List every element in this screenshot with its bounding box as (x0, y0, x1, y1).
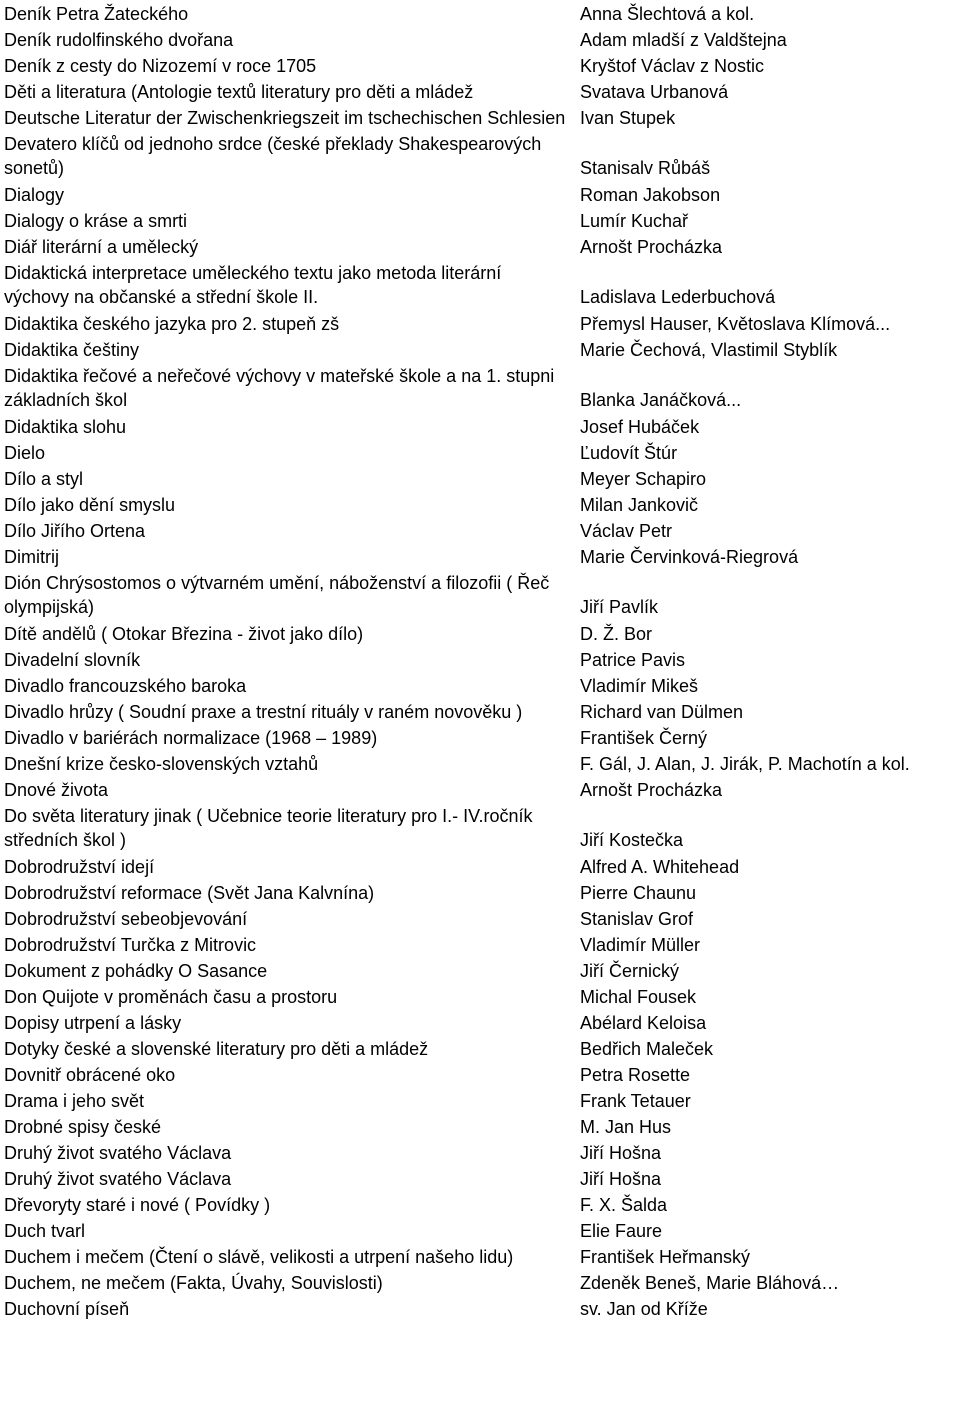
book-author: Milan Jankovič (580, 495, 699, 515)
book-author: M. Jan Hus (580, 1117, 672, 1137)
book-author: Abélard Keloisa (580, 1013, 707, 1033)
book-author: Frank Tetauer (580, 1091, 691, 1111)
book-title: Dobrodružství Turčka z Mitrovic (4, 935, 257, 955)
list-item (0, 1115, 960, 1139)
book-author: Arnošt Procházka (580, 780, 723, 800)
book-author: Vladimír Mikeš (580, 676, 699, 696)
book-title: Druhý život svatého Václava (4, 1169, 232, 1189)
book-title: Dílo jako dění smyslu (4, 495, 176, 515)
book-author: Arnošt Procházka (580, 237, 723, 257)
list-item (0, 907, 960, 931)
book-title: Duchem i mečem (Čtení o slávě, velikosti a utrpení našeho lidu) (4, 1247, 514, 1267)
list-item (0, 1011, 960, 1035)
book-author: Jiří Kostečka (580, 830, 684, 850)
book-title: Deník z cesty do Nizozemí v roce 1705 (4, 56, 317, 76)
book-title: Dialogy (4, 185, 65, 205)
book-title: Dobrodružství reformace (Svět Jana Kalvnína) (4, 883, 375, 903)
list-item (0, 1193, 960, 1217)
book-title: Dítě andělů ( Otokar Březina - život jako dílo) (4, 624, 364, 644)
list-item (0, 312, 960, 336)
book-title: Dílo a styl (4, 469, 84, 489)
list-item (0, 571, 960, 619)
book-author: Ľudovít Štúr (580, 443, 678, 463)
list-item (0, 28, 960, 52)
list-item (0, 1297, 960, 1321)
book-author: Václav Petr (580, 521, 673, 541)
book-author: Pierre Chaunu (580, 883, 697, 903)
book-author: Ivan Stupek (580, 108, 676, 128)
book-title: Dobrodružství idejí (4, 857, 155, 877)
list-item (0, 1271, 960, 1295)
book-title: Didaktika řečové a neřečové výchovy v mateřské škole a na 1. stupni základních škol (4, 366, 555, 410)
book-title: Don Quijote v proměnách času a prostoru (4, 987, 338, 1007)
book-title: Dielo (4, 443, 46, 463)
list-item (0, 933, 960, 957)
list-item (0, 80, 960, 104)
list-item (0, 519, 960, 543)
book-author: Bedřich Maleček (580, 1039, 714, 1059)
book-author: Ladislava Lederbuchová (580, 287, 776, 307)
book-author: Kryštof Václav z Nostic (580, 56, 765, 76)
book-author: Blanka Janáčková... (580, 390, 742, 410)
book-author: Petra Rosette (580, 1065, 691, 1085)
list-item (0, 493, 960, 517)
list-item (0, 985, 960, 1009)
book-title: Dnešní krize česko-slovenských vztahů (4, 754, 319, 774)
book-title: Deník rudolfinského dvořana (4, 30, 234, 50)
list-item (0, 752, 960, 776)
list-item (0, 1219, 960, 1243)
book-title: Duchovní píseň (4, 1299, 130, 1319)
book-title: Dřevoryty staré i nové ( Povídky ) (4, 1195, 271, 1215)
book-title: Dotyky české a slovenské literatury pro děti a mládež (4, 1039, 429, 1059)
book-author: sv. Jan od Kříže (580, 1299, 708, 1319)
list-item (0, 106, 960, 130)
book-title: Divadlo francouzského baroka (4, 676, 247, 696)
book-author: František Heřmanský (580, 1247, 751, 1267)
book-title: Didaktika českého jazyka pro 2. stupeň zš (4, 314, 340, 334)
book-author: Elie Faure (580, 1221, 663, 1241)
book-author: Richard van Dülmen (580, 702, 744, 722)
list-item (0, 881, 960, 905)
list-item (0, 648, 960, 672)
book-author: F. X. Šalda (580, 1195, 668, 1215)
list-item (0, 415, 960, 439)
book-title: Duch tvarl (4, 1221, 86, 1241)
book-title: Divadlo hrůzy ( Soudní praxe a trestní rituály v raném novověku ) (4, 702, 523, 722)
list-item (0, 1089, 960, 1113)
list-item (0, 674, 960, 698)
list-item (0, 778, 960, 802)
list-item (0, 209, 960, 233)
book-title: Dión Chrýsostomos o výtvarném umění, náboženství a filozofii ( Řeč olympijská) (4, 573, 550, 617)
book-title: Didaktika slohu (4, 417, 127, 437)
book-title: Drama i jeho svět (4, 1091, 145, 1111)
book-author: Jiří Pavlík (580, 597, 659, 617)
book-author: Michal Fousek (580, 987, 697, 1007)
list-item (0, 1167, 960, 1191)
book-title: Deutsche Literatur der Zwischenkriegszeit im tschechischen Schlesien (4, 108, 566, 128)
list-item (0, 1063, 960, 1087)
book-author: Alfred A. Whitehead (580, 857, 740, 877)
book-title: Didaktická interpretace uměleckého textu jako metoda literární výchovy na občanské a střední škole II. (4, 263, 502, 307)
book-author: František Černý (580, 728, 708, 748)
book-title: Deník Petra Žateckého (4, 4, 189, 24)
list-item (0, 132, 960, 180)
book-author: Stanisalv Růbáš (580, 158, 711, 178)
book-title: Divadelní slovník (4, 650, 141, 670)
book-title: Duchem, ne mečem (Fakta, Úvahy, Souvislosti) (4, 1273, 383, 1293)
list-item (0, 700, 960, 724)
book-title: Divadlo v bariérách normalizace (1968 – 1989) (4, 728, 378, 748)
book-title: Dnové života (4, 780, 109, 800)
list-item (0, 1037, 960, 1061)
book-author: Svatava Urbanová (580, 82, 729, 102)
book-title: Dialogy o kráse a smrti (4, 211, 188, 231)
list-item (0, 959, 960, 983)
list-item (0, 2, 960, 26)
list-item (0, 261, 960, 309)
book-author: Jiří Hošna (580, 1143, 662, 1163)
list-item (0, 1141, 960, 1165)
list-item (0, 545, 960, 569)
book-author: D. Ž. Bor (580, 624, 653, 644)
book-author: Meyer Schapiro (580, 469, 707, 489)
book-title: Diář literární a umělecký (4, 237, 199, 257)
list-item (0, 338, 960, 362)
book-author: Jiří Hošna (580, 1169, 662, 1189)
book-title: Dopisy utrpení a lásky (4, 1013, 182, 1033)
list-item (0, 726, 960, 750)
list-item (0, 54, 960, 78)
book-author: Přemysl Hauser, Květoslava Klímová... (580, 314, 891, 334)
book-title: Dokument z pohádky O Sasance (4, 961, 268, 981)
book-author: Marie Červinková-Riegrová (580, 547, 799, 567)
book-author: F. Gál, J. Alan, J. Jirák, P. Machotín a kol. (580, 754, 910, 774)
book-author: Zdeněk Beneš, Marie Bláhová… (580, 1273, 840, 1293)
book-author: Patrice Pavis (580, 650, 686, 670)
book-title: Děti a literatura (Antologie textů literatury pro děti a mládež (4, 82, 474, 102)
list-item (0, 1245, 960, 1269)
book-title: Devatero klíčů od jednoho srdce (české překlady Shakespearových sonetů) (4, 134, 542, 178)
list-item (0, 622, 960, 646)
list-item (0, 235, 960, 259)
book-author: Stanislav Grof (580, 909, 694, 929)
book-author: Jiří Černický (580, 961, 680, 981)
book-author: Adam mladší z Valdštejna (580, 30, 787, 50)
book-author: Josef Hubáček (580, 417, 700, 437)
list-item (0, 855, 960, 879)
list-item (0, 183, 960, 207)
list-item (0, 804, 960, 852)
book-author: Vladimír Müller (580, 935, 701, 955)
book-title: Do světa literatury jinak ( Učebnice teorie literatury pro I.- IV.ročník středních škol ) (4, 806, 533, 850)
book-title: Dílo Jiřího Ortena (4, 521, 146, 541)
book-title: Dobrodružství sebeobjevování (4, 909, 248, 929)
book-author: Roman Jakobson (580, 185, 721, 205)
book-author: Lumír Kuchař (580, 211, 689, 231)
list-item (0, 441, 960, 465)
book-author: Anna Šlechtová a kol. (580, 4, 755, 24)
list-item (0, 364, 960, 412)
book-title: Dimitrij (4, 547, 59, 567)
book-title: Drobné spisy české (4, 1117, 162, 1137)
book-title: Dovnitř obrácené oko (4, 1065, 176, 1085)
book-author: Marie Čechová, Vlastimil Styblík (580, 340, 838, 360)
book-title: Druhý život svatého Václava (4, 1143, 232, 1163)
book-title: Didaktika češtiny (4, 340, 140, 360)
list-item (0, 467, 960, 491)
